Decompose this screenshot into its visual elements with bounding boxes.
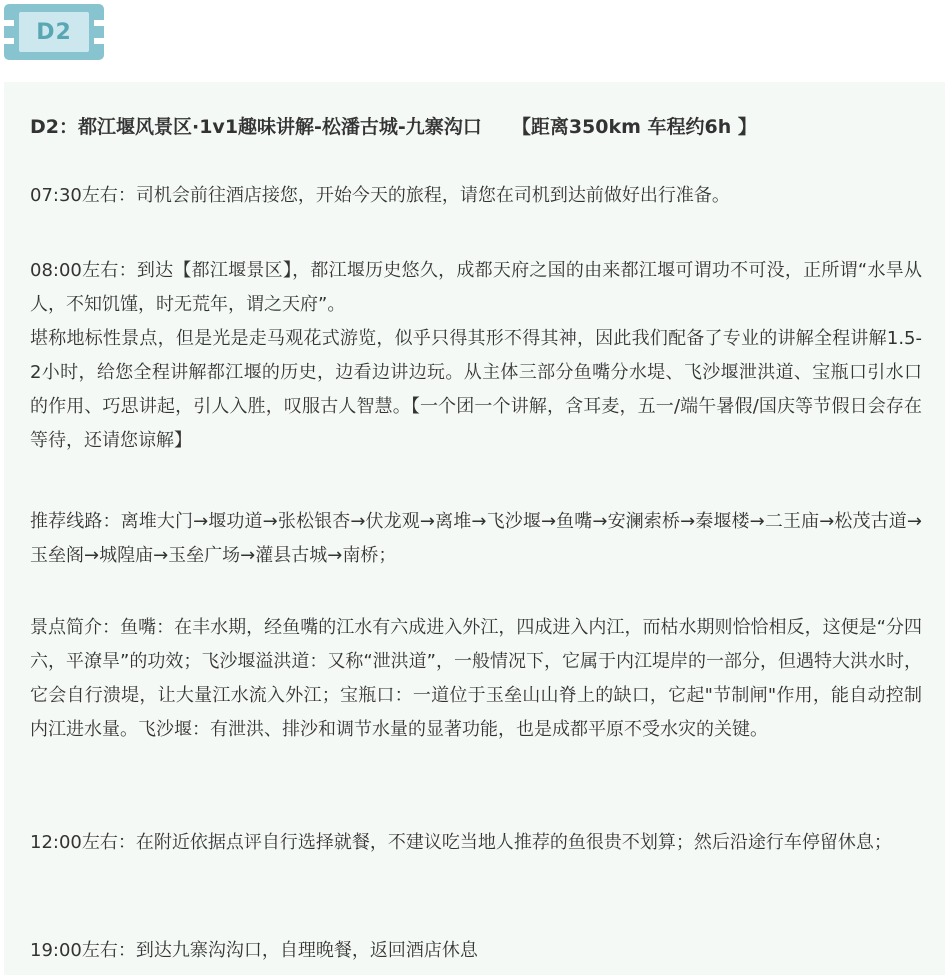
guide-description: 堪称地标性景点，但是光是走马观花式游览，似乎只得其形不得其神，因此我们配备了专业的讲解全程讲解1.5-2小时，给您全程讲解都江堰的历史，边看边讲边玩。从主体三部分鱼嘴分水堤、飞沙堰泄洪道、宝瓶口引水口的作用、巧思讲起，引人入胜，叹服古人智慧。【一个团一个讲解，含耳麦，五一/端午暑假/国庆等节假日会存在等待，还请您谅解】	[30, 328, 922, 451]
badge-notch	[4, 20, 14, 26]
itinerary-card	[4, 82, 945, 975]
badge-notch	[94, 38, 104, 44]
day-badge	[4, 4, 104, 60]
schedule-0730: 07:30左右：司机会前往酒店接您，开始今天的旅程，请您在司机到达前做好出行准备。	[30, 185, 730, 206]
distance-info: 【距离350km 车程约6h 】	[511, 116, 757, 138]
schedule-1200: 12:00左右：在附近依据点评自行选择就餐，不建议吃当地人推荐的鱼很贵不划算；然后沿途行车停留休息；	[30, 832, 892, 853]
day-heading	[30, 112, 757, 139]
day-badge-label: D2	[19, 12, 89, 52]
attraction-intro: 景点简介：鱼嘴：在丰水期，经鱼嘴的江水有六成进入外江，四成进入内江，而枯水期则恰恰相反，这便是“分四六，平潦旱”的功效；飞沙堰溢洪道：又称“泄洪道”，一般情况下，它属于内江堤岸的一部分，但遇特大洪水时，它会自行溃堤，让大量江水流入外江；宝瓶口：一道位于玉垒山山脊上的缺口，它起"节制闸"作用，能自动控制内江进水量。飞沙堰：有泄洪、排沙和调节水量的显著功能，也是成都平原不受水灾的关键。	[30, 617, 922, 740]
recommended-route: 推荐线路：离堆大门→堰功道→张松银杏→伏龙观→离堆→飞沙堰→鱼嘴→安澜索桥→秦堰楼→二王庙→松茂古道→玉垒阁→城隍庙→玉垒广场→灌县古城→南桥；	[30, 511, 922, 566]
schedule-0800: 08:00左右：到达【都江堰景区】，都江堰历史悠久，成都天府之国的由来都江堰可谓功不可没，正所谓“水旱从人，不知饥馑，时无荒年，谓之天府”。	[30, 260, 922, 315]
badge-notch	[4, 38, 14, 44]
schedule-1900: 19:00左右：到达九寨沟沟口，自理晚餐，返回酒店休息	[30, 940, 478, 961]
day-title: D2：都江堰风景区·1v1趣味讲解-松潘古城-九寨沟口	[30, 116, 482, 138]
badge-notch	[94, 20, 104, 26]
